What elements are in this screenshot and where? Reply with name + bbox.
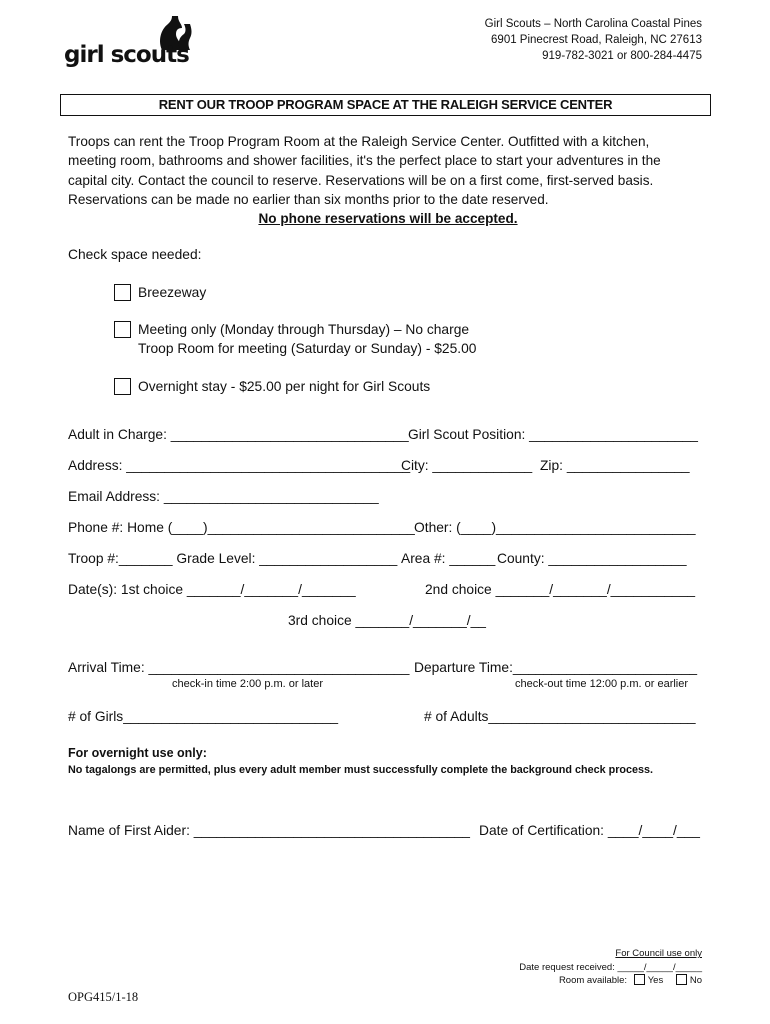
date-second-choice-field[interactable]: 2nd choice _______/_______/___________: [425, 582, 696, 597]
adults-count-field[interactable]: # of Adults___________________________: [424, 709, 696, 724]
room-available-yes-checkbox[interactable]: [634, 974, 645, 985]
county-field[interactable]: County: __________________: [497, 551, 687, 566]
email-field[interactable]: Email Address: ____________________________: [68, 489, 379, 504]
overnight-checkbox[interactable]: [114, 378, 131, 395]
girl-scouts-logo: [64, 16, 194, 70]
overnight-label: Overnight stay - $25.00 per night for Girl Scouts: [138, 379, 431, 394]
meeting-checkbox[interactable]: [114, 321, 131, 338]
room-available-no-checkbox[interactable]: [676, 974, 687, 985]
area-field[interactable]: Area #: ______: [401, 551, 496, 566]
intro-line: Troops can rent the Troop Program Room at the Raleigh Service Center. Outfitted with a kitchen,: [68, 134, 650, 149]
intro-paragraph: [68, 132, 708, 228]
intro-line: Reservations can be made no earlier than six months prior to the date reserved.: [68, 191, 549, 207]
logo-wordmark: girl scouts: [64, 42, 189, 68]
intro-line: capital city. Contact the council to reserve. Reservations will be on a first come, first-served basis.: [68, 172, 654, 188]
space-prompt: Check space needed:: [68, 247, 202, 262]
page-title: RENT OUR TROOP PROGRAM SPACE AT THE RALEIGH SERVICE CENTER: [60, 94, 711, 116]
troop-grade-field[interactable]: Troop #:_______ Grade Level: __________________: [68, 551, 398, 566]
first-aider-field[interactable]: Name of First Aider: ____________________________________: [68, 823, 470, 838]
overnight-note: No tagalongs are permitted, plus every adult member must successfully complete the background check process.: [68, 764, 654, 776]
room-available-row: [519, 974, 702, 988]
date-first-choice-field[interactable]: Date(s): 1st choice _______/_______/_______: [68, 582, 356, 597]
org-address: 6901 Pinecrest Road, Raleigh, NC 27613: [491, 34, 702, 46]
org-name: Girl Scouts – North Carolina Coastal Pines: [484, 18, 702, 30]
checkin-note: check-in time 2:00 p.m. or later: [172, 678, 324, 690]
checkout-note: check-out time 12:00 p.m. or earlier: [515, 678, 689, 690]
adult-in-charge-field[interactable]: Adult in Charge: _______________________________: [68, 427, 409, 442]
council-use-heading: For Council use only: [615, 948, 702, 959]
address-field[interactable]: Address: _____________________________________: [68, 458, 411, 473]
date-third-choice-field[interactable]: 3rd choice _______/_______/__: [288, 613, 486, 628]
meeting-weekend-label: Troop Room for meeting (Saturday or Sunday) - $25.00: [138, 341, 477, 356]
other-phone-field[interactable]: Other: (____)__________________________: [414, 520, 696, 535]
yes-label: Yes: [647, 975, 664, 986]
breezeway-label: Breezeway: [138, 285, 207, 300]
room-available-label: Room available:: [558, 975, 628, 986]
arrival-time-field[interactable]: Arrival Time: __________________________________: [68, 660, 410, 675]
no-label: No: [689, 975, 702, 986]
girls-count-field[interactable]: # of Girls____________________________: [68, 709, 339, 724]
zip-field[interactable]: Zip: ________________: [540, 458, 690, 473]
girl-scout-position-field[interactable]: Girl Scout Position: ______________________: [408, 427, 698, 442]
council-contact-block: [485, 16, 702, 64]
date-request-received-field[interactable]: Date request received: _____/_____/_____: [519, 961, 702, 973]
intro-line: meeting room, bathrooms and shower facilities, it's the perfect place to start your adventures in the: [68, 153, 661, 169]
no-phone-notice: No phone reservations will be accepted.: [258, 211, 518, 227]
breezeway-checkbox[interactable]: [114, 284, 131, 301]
org-phone: 919-782-3021 or 800-284-4475: [542, 50, 702, 62]
overnight-heading: For overnight use only:: [68, 746, 207, 760]
council-use-block: [519, 947, 702, 988]
city-field[interactable]: City: _____________: [401, 458, 533, 473]
certification-date-field[interactable]: Date of Certification: ____/____/___: [479, 823, 700, 838]
home-phone-field[interactable]: Phone #: Home (____)___________________________: [68, 520, 415, 535]
meeting-label: Meeting only (Monday through Thursday) – No charge: [138, 322, 470, 337]
departure-time-field[interactable]: Departure Time:________________________: [414, 660, 698, 675]
form-code: OPG415/1-18: [68, 990, 139, 1004]
